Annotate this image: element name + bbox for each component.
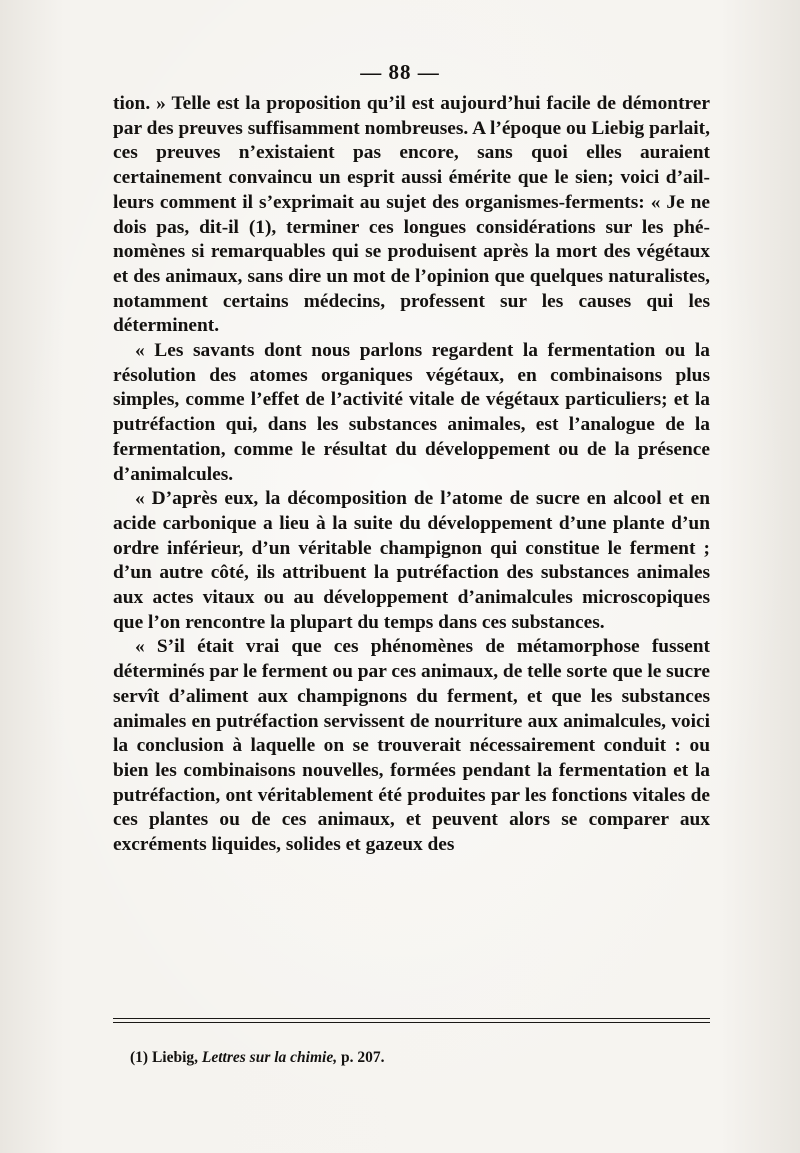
page-number: — 88 —	[360, 60, 440, 84]
paragraph-3: « D’après eux, la décomposition de l’atome de sucre en alcool et en acide carbonique a lieu à la suite du développement d’une plante d’un ordre inférieur, d’un véritable champignon qui constitue le ferment ; d’un autre côté, ils attribuent la putréfaction des substances animales aux actes vitaux ou au développement d’animalcules microscopiques que l’on rencontre la plupart du temps dans ces substances.	[113, 488, 710, 633]
paragraph-4: « S’il était vrai que ces phénomènes de métamorphose fussent déterminés par le ferment ou par ces animaux, de telle sorte que le sucre servît d’aliment aux champignons du ferment, et que les substances animales en putréfaction servissent de nourriture aux animalcules, voici la conclusion à laquelle on se trouverait nécessairement conduit : ou bien les combinaisons nouvelles, formées pendant la fermentation et la putréfaction, ont véritablement été produites par les fonctions vitales de ces plantes ou de ces animaux, et peuvent alors se comparer aux excréments liquides, solides et gazeux des	[113, 636, 710, 856]
footnote-title: Lettres sur la chimie,	[201, 1049, 338, 1066]
footnote-divider-thin	[113, 1022, 710, 1023]
footnote	[130, 1049, 384, 1067]
body-text	[113, 92, 710, 858]
paragraph-1: tion. » Telle est la proposition qu’il est aujourd’hui facile de démontrer par des preuves suffisamment nombreuses. A l’époque ou Liebig parlait, ces preuves n’existaient pas encore, sans quoi elles auraient certainement convaincu un esprit aussi émérite que le sien; voici d’ailleurs comment il s’exprimait au sujet des organismes-ferments: « Je ne dois pas, dit-il (1), terminer ces longues considérations sur les phénomènes si remarquables qui se produisent après la mort des végétaux et des animaux, sans dire un mot de l’opinion que quelques naturalistes, notamment certains médecins, professent sur les causes qui les déterminent.	[113, 93, 710, 337]
footnote-divider	[113, 1018, 710, 1019]
paragraph-2: « Les savants dont nous parlons regardent la fermentation ou la résolution des atomes organiques végétaux, en combinaisons plus simples, comme l’effet de l’activité vitale de végétaux particuliers; et la putréfaction qui, dans les substances animales, est l’analogue de la fermentation, comme le résultat du développement ou de la présence d’animalcules.	[113, 340, 710, 485]
footnote-page-ref: p. 207.	[340, 1049, 385, 1066]
footnote-marker: (1) Liebig,	[130, 1049, 199, 1066]
